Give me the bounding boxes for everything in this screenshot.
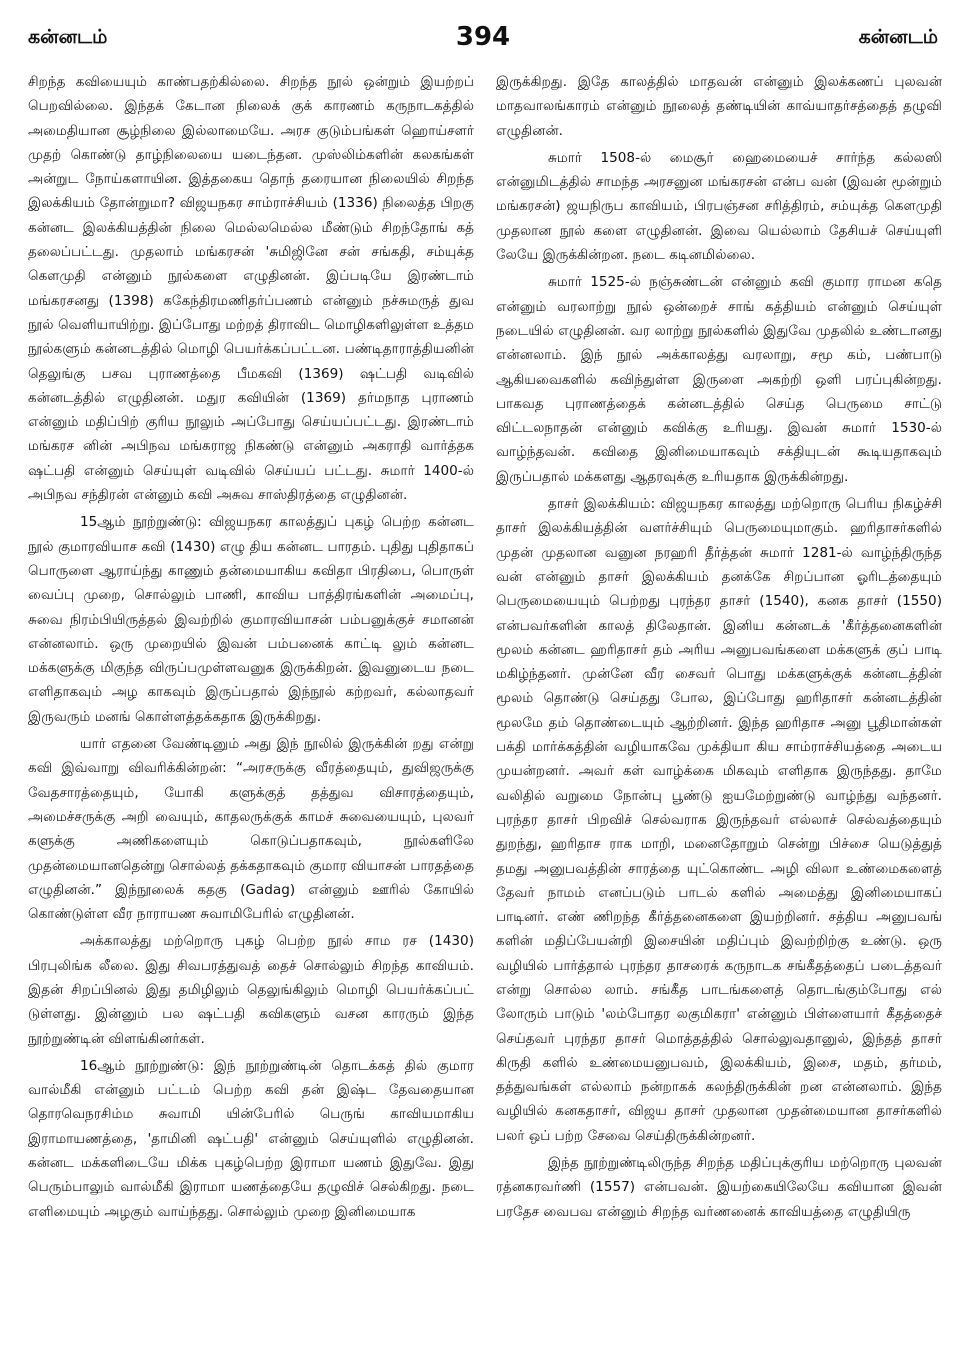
left-column bbox=[28, 70, 474, 1227]
paragraph: 16ஆம் நூற்றுண்டு: இந் நூற்றுண்டின் தொடக்கத் தில் குமார வால்மீகி என்னும் பட்டம் பெற்ற கவி தன் இஷ்ட தேவதையான தொரவெநரசிம்ம சுவாமி யின்பேரில் பெருங் காவியமாகிய இராமாயணத்தை, 'தாமினி ஷட்பதி' என்னும் செய்யுளில் எழுதினன். கன்னட மக்களிடையே மிக்க புகழ்பெற்ற இராமா யணம் இதுவே. இது பெரும்பாலும் வால்மீகி இராமா யணத்தையே தழுவிச் செல்கிறது. நடை எளிமையும் அழகும் வாய்ந்தது. சொல்லும் முறை இனிமையாக bbox=[28, 1057, 474, 1220]
paragraph: சுமார் 1525-ல் நஞ்சுண்டன் என்னும் கவி குமார ராமன கதெ என்னும் வரலாற்று நூல் ஒன்றைச் சாங் கத்தியம் என்னும் செய்யுள் நடையில் எழுதினன். வர லாற்று நூல்களில் இதுவே முதலில் உண்டானது என்னலாம். இந் நூல் அக்காலத்து வரலாறு, சமூ கம், பண்பாடு ஆகியவைகளில் கவிந்துள்ள இருளை அகற்றி ஒளி பரப்புகின்றது. பாகவத புராணத்தைக் கன்னடத்தில் செய்த பெருமை சாட்டு விட்டலநாதன் என்னும் கவிக்கு உரியது. இவன் சுமார் 1530-ல் வாழ்ந்தவன். கவிதை இனிமையாகவும் சக்தியுடன் கூடியதாகவும் இருப்பதால் மக்களது ஆதரவுக்கு உரியதாக இருக்கின்றது. bbox=[496, 274, 942, 485]
paragraph: சிறந்த கவியையும் காண்பதற்கில்லை. சிறந்த நூல் ஒன்றும் இயற்றப் பெறவில்லை. இந்தக் கேடான நிலைக் குக் காரணம் கருநாடகத்தில் அமைதியான சூழ்நிலை இல்லாமையே. அரச குடும்பங்கள் ஹொய்சளர் முதற் கொண்டு தாழ்நிலையை யடைந்தன. முஸ்லிம்களின் கலகங்கள் அன்றுட நோய்களாயின. இத்தகைய தொந் தரையான நிலையில் சிறந்த இலக்கியம் தோன்றுமா? விஜயநகர சாம்ராச்சியம் (1336) நிலைத்த பிறகு கன்னட இலக்கியத்தின் நிலை மெல்லமெல்ல மீண்டும் சிறந்தோங் கத் தலைப்பட்டது. முதலாம் மங்கரசன் 'சுமிஜினே சன் சங்கதி, சம்யுக்த கௌமுதி என்னும் நூல்களை எழுதினன். இப்படியே இரண்டாம் மங்கரசனது (1398) ககேந்திரமணிதர்ப்பணம் என்னும் நச்சுமருத் துவ நூல் வெளியாயிற்று. இப்போது மற்றத் திராவிட மொழிகளிலுள்ள உத்தம நூல்களும் கன்னடத்தில் மொழி பெயர்க்கப்பட்டன. பண்டிதாராத்தியனின் தெலுங்கு பசவ புராணத்தை பீமகவி (1369) ஷட்பதி வடிவில் கன்னடத்தில் எழுதினன். மதுர கவியின் (1369) தர்மநாத புராணம் என்னும் மதிப்பிற் குரிய நூலும் அப்போது செய்யப்பட்டது. இரண்டாம் மங்கரச னின் அபிநவ மங்கராஜ நிகண்டு என்னும் அகராதி வார்த்தக ஷட்பதி என்னும் செய்யுள் வடிவில் செய்யப் பட்டது. சுமார் 1400-ல் அபிநவ சந்திரன் என்னும் கவி அசுவ சாஸ்திரத்தை எழுதினன். bbox=[28, 74, 474, 504]
page-number: 394 bbox=[455, 22, 511, 52]
paragraph: தாசர் இலக்கியம்: விஜயநகர காலத்து மற்றொரு பெரிய நிகழ்ச்சி தாசர் இலக்கியத்தின் வளர்ச்சியும் பெருமையுமாகும். ஹரிதாசர்களில் முதன் முதலான வனுன நரஹரி தீர்த்தன் சுமார் 1281-ல் வாழ்ந்திருந்த வன் என்னும் தாசர் இலக்கியம் தனக்கே சிறப்பான ஓரிடத்தையும் பெருமையையும் பெற்றது புரந்தர தாசர் (1540), கனக தாசர் (1550) என்பவர்களின் காலத் திலேதான். இனிய கன்னடக் 'கீர்த்தனைகளின் மூலம் கன்னட ஹரிதாசர் தம் அரிய அனுபவங்களை மக்களுக் குப் பாடி மகிழ்ந்தனர். முன்னே வீர சைவர் பொது மக்களுக்குக் கன்னடத்தின் மூலம் தொண்டு செய்தது போல, இப்போது ஹரிதாசர் கன்னடத்தின் மூலமே தம் தொண்டையும் ஆற்றினர். இந்த ஹரிதாச அனு பூதிமான்கள் பக்தி மார்க்கத்தின் வழியாகவே முக்தியா கிய சாம்ராச்சியத்தை அடைய முயன்றனர். அவர் கள் வாழ்க்கை மிகவும் எளிதாக இருந்தது. தாமே வலிதில் வறுமை நோன்பு பூண்டு ஐயமேற்றுண்டு வாழ்ந்து வந்தனர். புரந்தர தாசர் பிறவிச் செல்வராக இருந்தவர் எல்லாச் செல்வத்தையும் துறந்து, ஹரிதாச ராக மாறி, மனைதோறும் சென்று பிச்சை யெடுத்துத் தமது அனுபவத்தின் சாரத்தை யுட்கொண்ட அழி விலா உண்மைகளைத் தேவர் நாமம் எனப்படும் பாடல் களில் அமைத்து இனிமையாகப் பாடினர். எண் ணிறந்த கீர்த்தனைகளை இயற்றினர். சத்திய அனுபவங் களின் மதிப்பேயன்றி இசையின் மதிப்பும் இவற்றிற்கு உண்டு. ஒரு வழியில் பார்த்தால் புரந்தர தாசரைக் கருநாடக சங்கீதத்தைப் படைத்தவர் என்று சொல்ல லாம். சங்கீத பாடங்களைத் தொடங்கும்போது எல் லோரும் பாடும் 'லம்போதர லகுமிகரா' என்னும் பிள்ளையார் கீதத்தைச் செய்தவர் புரந்தர தாசர் மொத்தத்தில் சொல்லுவதானுல், இந்தத் தாசர் கிருதி களில் உண்மையனுபவம், இலக்கியம், இசை, மதம், தர்மம், தத்துவங்கள் எல்லாம் நன்றாகக் கலந்திருக்கின் றன என்னலாம். இந்த வழியில் கனகதாசர், விஜய தாசர் முதலான முதன்மையான தாசர்களில் பலர் ஒப் பற்ற சேவை செய்திருக்கின்றனர். bbox=[496, 496, 942, 1144]
running-head-right: கன்னடம் bbox=[858, 26, 938, 48]
page-header bbox=[28, 22, 938, 56]
paragraph: இந்த நூற்றுண்டிலிருந்த சிறந்த மதிப்புக்குரிய மற்றொரு புலவன் ரத்னகரவர்ணி (1557) என்பவன். இயற்கையிலேயே கவியான இவன் பரதேச வைபவ என்னும் சிறந்த வர்ணனைக் காவியத்தை எழுதியிரு bbox=[496, 1155, 942, 1220]
running-head-left: கன்னடம் bbox=[28, 26, 108, 48]
paragraph: 15ஆம் நூற்றுண்டு: விஜயநகர காலத்துப் புகழ் பெற்ற கன்னட நூல் குமாரவியாச கவி (1430) எழு திய கன்னட பாரதம். புதிது புதிதாகப் பொருளை ஆராய்ந்து காணும் தன்மையாகிய கவிதா பிரதிபை, பொருள் வைப்பு முறை, சொல்லும் பாணி, காவிய பாத்திரங்களின் அமைப்பு, சுவை நிரம்பியிருத்தல் இவற்றில் குமாரவியாசன் பம்பனுக்குச் சமானன் என்னலாம். ஒரு முறையில் இவன் பம்பனைக் காட்டி லும் கன்னட மக்களுக்கு மிகுந்த விருப்பமுள்ளவனுக இருக்கிறன். இவனுடைய நடை எளிதாகவும் அழ காகவும் இருப்பதால் இந்நூல் கற்றவர், கல்லாதவர் இருவரும் மனங் கொள்ளத்தக்கதாக இருக்கிறது. bbox=[28, 514, 474, 725]
paragraph: அக்காலத்து மற்றொரு புகழ் பெற்ற நூல் சாம ரச (1430) பிரபுலிங்க லீலை. இது சிவபரத்துவத் தைச் சொல்லும் சிறந்த காவியம். இதன் சிறப்பினல் இது தமிழிலும் தெலுங்கிலும் மொழி பெயர்க்கப்பட் டுள்ளது. இன்னும் பல ஷட்பதி கவிகளும் வசன காரரும் இந்த நூற்றுண்டின் விளங்கினர்கள். bbox=[28, 933, 474, 1047]
paragraph: யார் எதனை வேண்டினும் அது இந் நூலில் இருக்கின் றது என்று கவி இவ்வாறு விவரிக்கின்றன்: “அரசருக்கு வீரத்தையும், துவிஜருக்கு வேதசாரத்தையும், யோகி களுக்குத் தத்துவ விசாரத்தையும், அமைச்சருக்கு அறி வையும், காதலருக்குக் காமச் சுவையையும், புலவர் களுக்கு அணிகளையும் கொடுப்பதாகவும், நூல்களிலே முதன்மையானதென்று சொல்லத் தக்கதாகவும் குமார வியாசன் பாரதத்தை எழுதினன்.” இந்நூலைக் கதகு (Gadag) என்னும் ஊரில் கோயில் கொண்டுள்ள வீர நாராயண சுவாமிபேரில் எழுதினன். bbox=[28, 736, 474, 923]
right-column bbox=[496, 70, 942, 1227]
paragraph: இருக்கிறது. இதே காலத்தில் மாதவன் என்னும் இலக்கணப் புலவன் மாதவாலங்காரம் என்னும் நூலைத் தண்டியின் காவ்யாதர்சத்தைத் தழுவி எழுதினன். bbox=[496, 74, 942, 139]
paragraph: சுமார் 1508-ல் மைசூர் ஹைமையைச் சார்ந்த கல்லஸி என்னுமிடத்தில் சாமந்த அரசனுன மங்கரசன் என்ப வன் (இவன் மூன்றும் மங்கரசன்) ஜயநிருப காவியம், பிரபஞ்சன சரித்திரம், சம்யுக்த கௌமுதி முதலான நூல் களை எழுதினன். இவை யெல்லாம் தேசியச் செய்யுளி லேயே இருக்கின்றன. நடை கடினமில்லை. bbox=[496, 149, 942, 264]
